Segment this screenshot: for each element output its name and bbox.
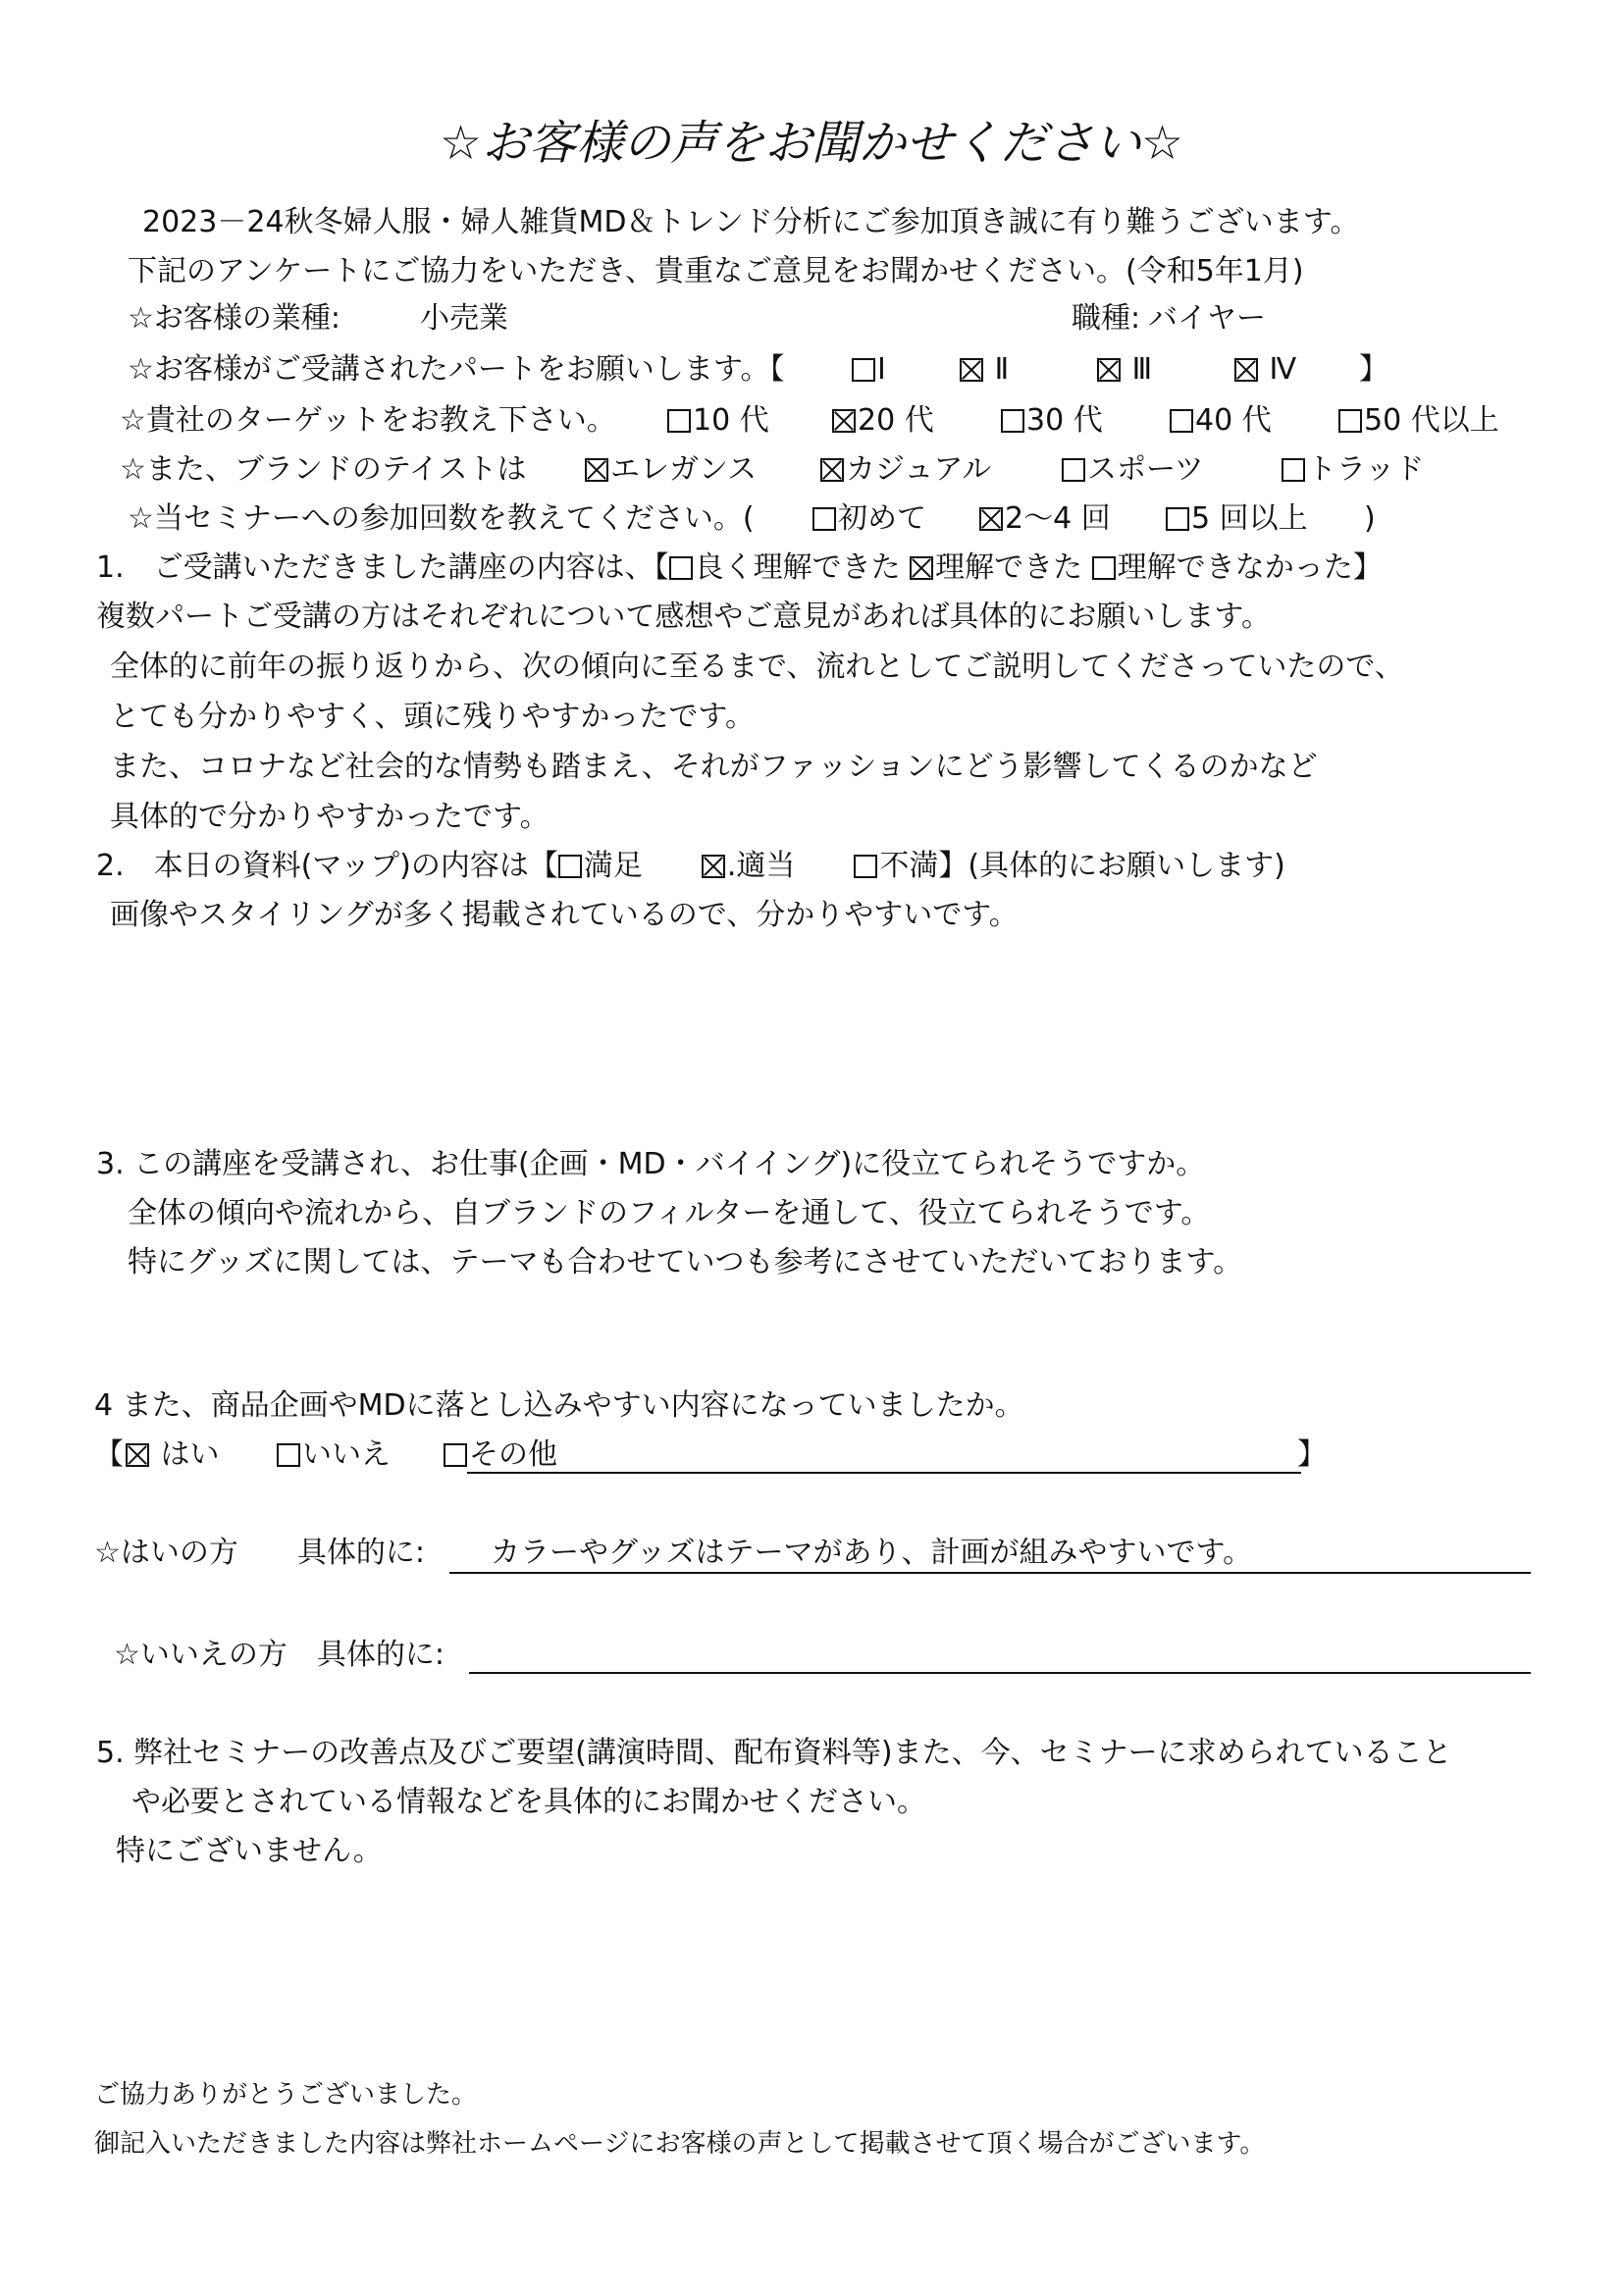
q4-no-underline [469,1672,1531,1674]
footer-thanks: ご協力ありがとうございました。 [94,2080,478,2110]
checkbox-target-40s[interactable] [1170,409,1193,433]
checkbox-q1-not-understood[interactable] [1092,556,1116,580]
taste-label: ☆また、ブランドのテイストは [120,452,527,487]
checkbox-attendance-2to4[interactable] [979,507,1003,531]
taste-option-sports[interactable]: スポーツ [1062,455,1204,485]
parts-option-2[interactable]: Ⅱ [960,355,1009,385]
q4-question: 4 また、商品企画やMDに落とし込みやすい内容になっていましたか。 [94,1388,1024,1423]
q1-answer-line-4: 具体的で分かりやすかったです。 [110,800,550,834]
checkbox-parts-1[interactable] [852,358,875,382]
parts-label: ☆お客様がご受講されたパートをお願いします。【 [128,352,785,387]
q4-yes-answer[interactable]: カラーやグッズはテーマがあり、計画が組みやすいです。 [491,1536,1253,1570]
checkbox-taste-trad[interactable] [1282,458,1305,482]
q1-option-good[interactable]: 理解できた [910,553,1082,583]
q2-answer: 画像やスタイリングが多く掲載されているので、分かりやすいです。 [110,898,1019,932]
q4-option-yes[interactable]: はい [126,1440,220,1470]
footer-note: 御記入いただきました内容は弊社ホームページにお客様の声として掲載させて頂く場合がございます。 [94,2129,1266,2159]
q5-question-line-2: や必要とされている情報などを具体的にお聞かせください。 [131,1785,926,1819]
q5-question-line-1: 5. 弊社セミナーの改善点及びご要望(講演時間、配布資料等)また、今、セミナーに求められていること [96,1736,1452,1770]
industry-label: ☆お客様の業種: [128,301,341,336]
target-option-50s[interactable]: 50 代以上 [1338,406,1499,436]
target-option-30s[interactable]: 30 代 [1001,406,1103,436]
target-option-40s[interactable]: 40 代 [1170,406,1272,436]
q3-answer-line-1: 全体の傾向や流れから、自ブランドのフィルターを通して、役立てられそうです。 [128,1196,1211,1230]
target-label: ☆貴社のターゲットをお教え下さい。 [120,403,616,438]
q4-option-no[interactable]: いいえ [277,1440,391,1470]
checkbox-parts-4[interactable] [1234,358,1258,382]
q3-question: 3. この講座を受講され、お仕事(企画・MD・バイイング)に役立てられそうですか。 [96,1147,1206,1181]
checkbox-q1-very-good[interactable] [669,556,693,580]
checkbox-taste-casual[interactable] [820,458,844,482]
checkbox-q4-no[interactable] [277,1443,300,1467]
attendance-close-paren: ) [1364,501,1376,536]
industry-value: 小売業 [420,301,508,336]
attendance-option-first[interactable]: 初めて [812,504,926,534]
q3-answer-line-2: 特にグッズに関しては、テーマも合わせていつも参考にさせていただいております。 [128,1245,1243,1279]
checkbox-target-10s[interactable] [667,409,691,433]
intro-line-2: 下記のアンケートにご協力をいただき、貴重なご意見をお聞かせください。(令和5年1月) [128,254,1304,288]
q1-answer-line-3: また、コロナなど社会的な情勢も踏まえ、それがファッションにどう影響してくるのかなど [110,750,1318,784]
checkbox-target-30s[interactable] [1001,409,1024,433]
intro-line-1: 2023－24秋冬婦人服・婦人雑貨MD＆トレンド分析にご参加頂き誠に有り難うございます。 [142,205,1360,239]
checkbox-q4-yes[interactable] [126,1443,149,1467]
taste-option-trad[interactable]: トラッド [1282,455,1424,485]
attendance-option-2to4[interactable]: 2～4 回 [979,504,1111,534]
checkbox-parts-2[interactable] [960,358,983,382]
checkbox-q4-other[interactable] [444,1443,467,1467]
q1-option-not-understood[interactable]: 理解できなかった [1092,553,1353,583]
checkbox-taste-sports[interactable] [1062,458,1085,482]
checkbox-target-20s[interactable] [832,409,856,433]
q1-answer-line-1: 全体的に前年の振り返りから、次の傾向に至るまで、流れとしてご説明してくださっていたので、 [110,650,1404,684]
q1-note: 複数パートご受講の方はそれぞれについて感想やご意見があれば具体的にお願いします。 [96,600,1271,634]
parts-close-bracket: 】 [1359,352,1388,387]
q4-option-other[interactable]: その他 [444,1440,557,1470]
checkbox-q2-dissatisfied[interactable] [854,855,877,878]
checkbox-parts-3[interactable] [1097,358,1121,382]
q2-option-satisfied[interactable]: 満足 [558,852,643,881]
page-title: ☆お客様の声をお聞かせください☆ [439,116,1184,171]
q4-yes-label: ☆はいの方 具体的に: [94,1536,426,1570]
checkbox-attendance-first[interactable] [812,507,836,531]
parts-option-3[interactable]: Ⅲ [1097,355,1152,385]
parts-option-1[interactable]: I [852,355,886,385]
job-value: バイヤー [1148,301,1266,336]
attendance-label: ☆当セミナーへの参加回数を教えてください。( [128,501,755,536]
attendance-option-5plus[interactable]: 5 回以上 [1166,504,1308,534]
taste-option-casual[interactable]: カジュアル [820,455,991,485]
checkbox-q2-satisfied[interactable] [558,855,582,878]
checkbox-attendance-5plus[interactable] [1166,507,1189,531]
parts-option-4[interactable]: Ⅳ [1234,355,1296,385]
taste-option-elegance[interactable]: エレガンス [585,455,757,485]
q5-answer: 特にございません。 [116,1834,383,1868]
checkbox-q2-appropriate[interactable] [702,855,725,878]
q4-close-bracket: 】 [1297,1437,1327,1472]
q2-line: 2. 本日の資料(マップ)の内容は【 満足 .適当 不満】(具体的にお願いします) [96,849,1285,883]
q1-line: 1. ご受講いただきました講座の内容は、【 良く理解できた 理解できた 理解できなかった】 [96,550,1383,585]
q1-option-very-good[interactable]: 良く理解できた [669,553,901,583]
job-label: 職種: [1072,301,1141,336]
target-option-20s[interactable]: 20 代 [832,406,934,436]
q4-no-label: ☆いいえの方 具体的に: [114,1638,445,1672]
target-option-10s[interactable]: 10 代 [667,406,769,436]
checkbox-q1-good[interactable] [910,556,933,580]
q4-open-bracket: 【 [94,1437,124,1472]
checkbox-taste-elegance[interactable] [585,458,608,482]
q4-yes-underline [449,1572,1531,1574]
q2-option-appropriate[interactable]: .適当 [702,852,796,881]
checkbox-target-50s[interactable] [1338,409,1362,433]
q4-other-underline [467,1472,1301,1474]
q2-option-dissatisfied[interactable]: 不満 [854,852,938,881]
q1-answer-line-2: とても分かりやすく、頭に残りやすかったです。 [110,700,755,734]
